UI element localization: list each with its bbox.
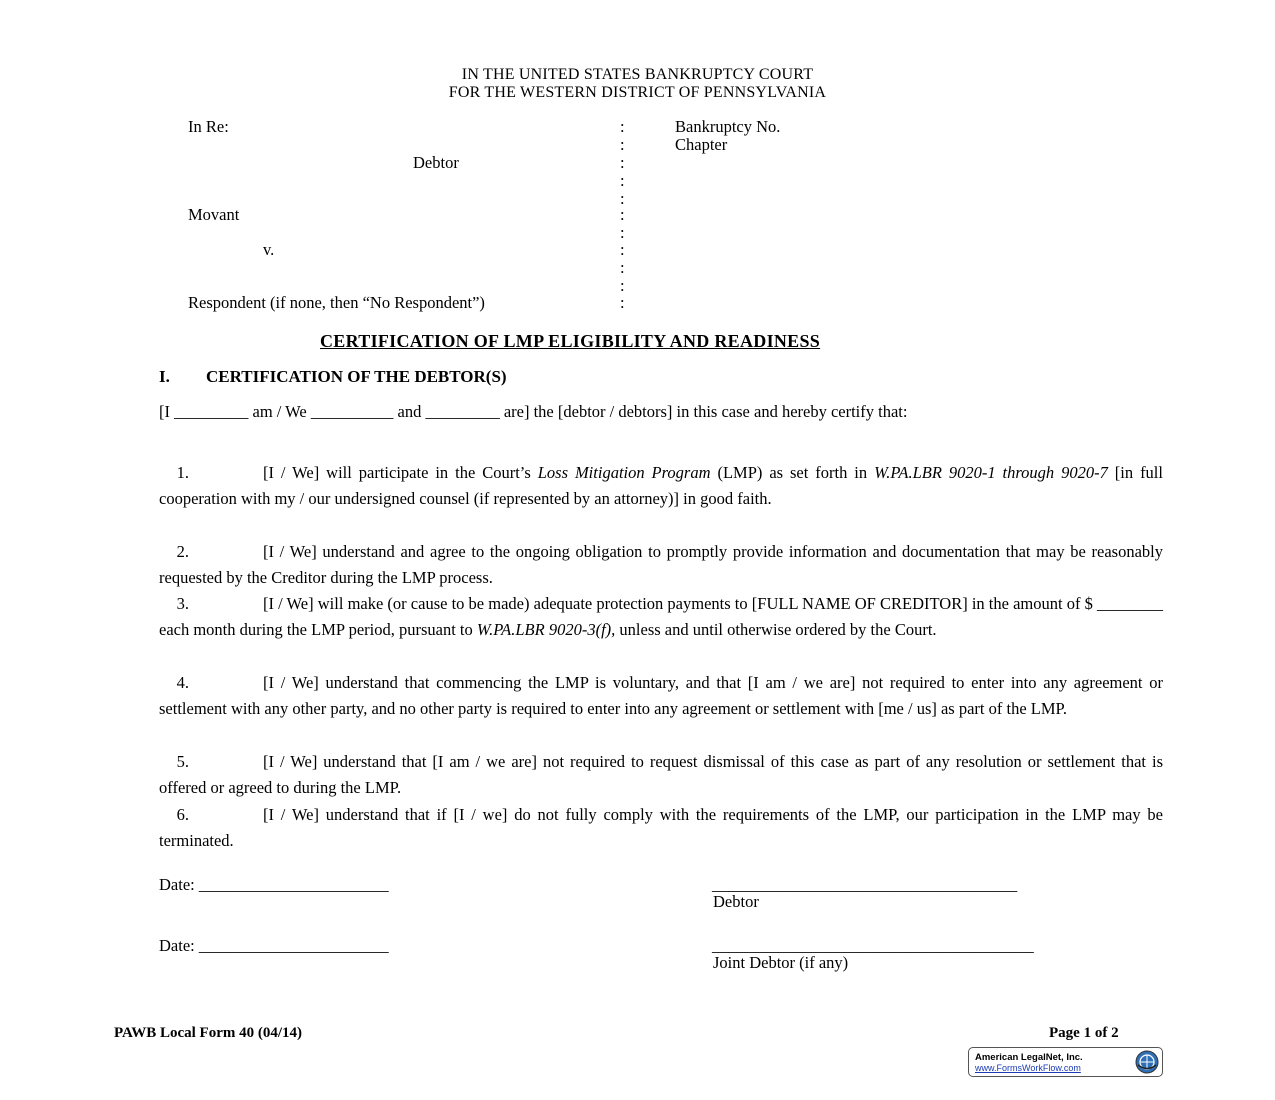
item-number: 5. bbox=[176, 752, 189, 771]
in-re-label: In Re: bbox=[188, 117, 229, 136]
section-heading: CERTIFICATION OF THE DEBTOR(S) bbox=[206, 367, 507, 386]
court-name: IN THE UNITED STATES BANKRUPTCY COURT bbox=[461, 66, 814, 83]
rule-citation: W.PA.LBR 9020-3(f), bbox=[476, 620, 616, 640]
caption-colon: : bbox=[620, 276, 625, 295]
list-item: 3. [I / We] will make (or cause to be made) adequate protection payments to [FULL NAME OF CREDITOR] in the amount of $ ________ each month during the LMP period, pursuant to W.PA.LBR 9020-3(f), unless and until otherwise ordered by the Court. bbox=[159, 591, 1163, 644]
document-title: CERTIFICATION OF LMP ELIGIBILITY AND READINESS bbox=[320, 331, 821, 351]
joint-debtor-signature-line[interactable]: _______________________________________ bbox=[712, 936, 1034, 955]
intro-paragraph: [I _________ am / We __________ and _________ are] the [debtor / debtors] in this case and hereby certify that: bbox=[159, 402, 908, 421]
debtor-signature-line[interactable]: _____________________________________ bbox=[712, 875, 1018, 894]
movant-label: Movant bbox=[188, 205, 240, 224]
list-item: 5. [I / We] understand that [I am / we are] not required to request dismissal of this case as part of any resolution or settlement that is offered or agreed to during the LMP. bbox=[159, 749, 1163, 802]
item-number: 1. bbox=[176, 463, 189, 482]
vendor-logo[interactable] bbox=[968, 1047, 1163, 1077]
caption-colon: : bbox=[620, 135, 625, 154]
list-item: 1. [I / We] will participate in the Court’s Loss Mitigation Program (LMP) as set forth in W.PA.LBR 9020-1 through 9020-7 [in full cooperation with my / our undersigned counsel (if represented by an attorney)] in good faith. bbox=[159, 460, 1163, 513]
debtor-signature-label: Debtor bbox=[713, 892, 759, 911]
rule-citation: W.PA.LBR 9020-1 through 9020-7 bbox=[874, 463, 1108, 482]
caption-colon: : bbox=[620, 223, 625, 242]
chapter-label: Chapter bbox=[675, 135, 728, 154]
caption-colon: : bbox=[620, 205, 625, 224]
joint-debtor-signature-label: Joint Debtor (if any) bbox=[713, 953, 849, 972]
debtor-label: Debtor bbox=[413, 153, 459, 172]
court-district: FOR THE WESTERN DISTRICT OF PENNSYLVANIA bbox=[448, 84, 827, 101]
respondent-label: Respondent (if none, then “No Respondent”) bbox=[188, 293, 485, 312]
caption-colon: : bbox=[620, 171, 625, 190]
globe-icon bbox=[1135, 1050, 1159, 1074]
item-number: 2. bbox=[176, 542, 189, 561]
page-number: Page 1 of 2 bbox=[1049, 1025, 1119, 1041]
versus-label: v. bbox=[263, 240, 275, 259]
caption-colon: : bbox=[620, 258, 625, 277]
caption-colon: : bbox=[620, 189, 625, 208]
section-number: I. bbox=[159, 367, 170, 386]
date-field[interactable]: Date: _______________________ bbox=[159, 936, 389, 955]
bankruptcy-no-label: Bankruptcy No. bbox=[675, 117, 781, 136]
program-name: Loss Mitigation Program bbox=[537, 463, 711, 482]
caption-colon: : bbox=[620, 293, 625, 312]
list-item: 4. [I / We] understand that commencing the LMP is voluntary, and that [I am / we are] not required to enter into any agreement or settlement with any other party, and no other party is required to enter into any agreement or settlement with [me / us] as part of the LMP. bbox=[159, 670, 1163, 723]
vendor-link[interactable]: www.FormsWorkFlow.com bbox=[975, 1063, 1081, 1073]
caption-colon: : bbox=[620, 153, 625, 172]
caption-colon: : bbox=[620, 117, 625, 136]
list-item: 2. [I / We] understand and agree to the ongoing obligation to promptly provide information and documentation that may be reasonably requested by the Creditor during the LMP process. bbox=[159, 539, 1163, 592]
caption-colon: : bbox=[620, 240, 625, 259]
list-item: 6. [I / We] understand that if [I / we] do not fully comply with the requirements of the LMP, our participation in the LMP may be terminated. bbox=[159, 802, 1163, 855]
item-number: 3. bbox=[176, 594, 189, 613]
item-number: 6. bbox=[176, 805, 189, 824]
form-identifier: PAWB Local Form 40 (04/14) bbox=[114, 1025, 303, 1041]
vendor-name: American LegalNet, Inc. bbox=[975, 1052, 1083, 1063]
item-number: 4. bbox=[176, 673, 189, 692]
date-field[interactable]: Date: _______________________ bbox=[159, 875, 389, 894]
